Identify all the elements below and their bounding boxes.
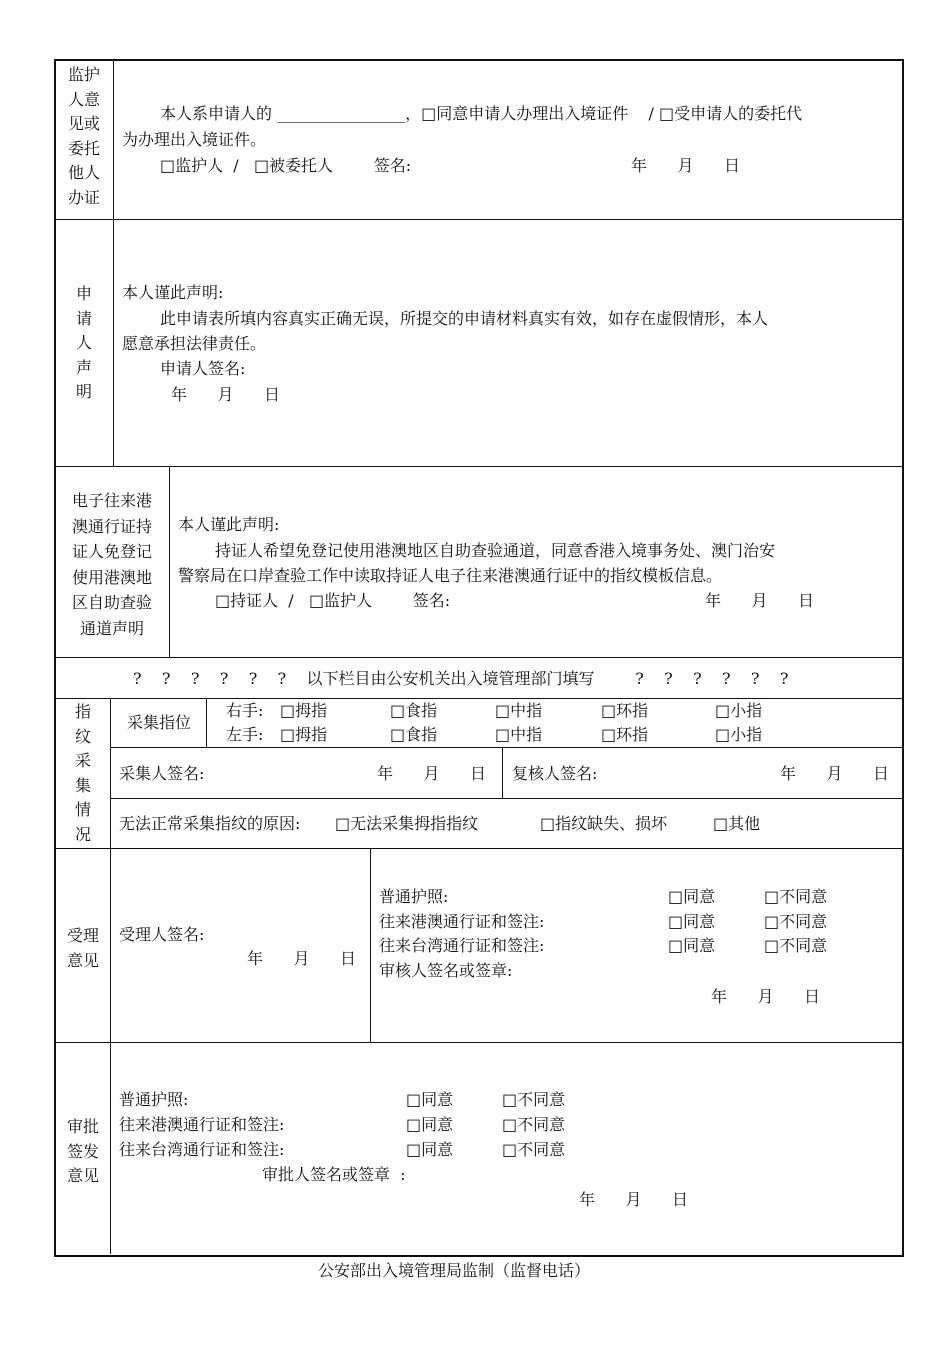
guardian-statement-line2: 为办理出入境证件。 — [122, 130, 267, 149]
row-divider — [55, 848, 902, 849]
applicant-decl-label: 申 请 人 声 明 — [75, 284, 92, 401]
right-thumb-checkbox[interactable]: □拇指 — [280, 701, 328, 720]
reviewer-date: 年 月 日 — [780, 764, 890, 783]
col-divider — [113, 60, 114, 467]
approve-taiwan-label: 往来台湾通行证和签注: — [119, 1140, 285, 1159]
applicant-decl-body2: 愿意承担法律责任。 — [122, 334, 267, 353]
official-section-header: ? ? ? ? ? ? 以下栏目由公安机关出入境管理部门填写 ? ? ? ? ? ? — [133, 669, 789, 688]
col-divider — [169, 467, 170, 658]
approve-taiwan-agree[interactable]: □同意 — [406, 1140, 454, 1159]
approve-hkmo-label: 往来港澳通行证和签注: — [119, 1115, 285, 1134]
right-middle-checkbox[interactable]: □中指 — [495, 701, 543, 720]
accept-taiwan-agree[interactable]: □同意 — [668, 936, 716, 955]
approve-passport-agree[interactable]: □同意 — [406, 1090, 454, 1109]
row-divider — [110, 798, 902, 799]
approval-label: 审批 签发 意见 — [66, 1117, 99, 1185]
epermit-decl-body1: 持证人希望免登记使用港澳地区自助查验通道，同意香港入境事务处、澳门治安 — [215, 541, 776, 560]
row-divider — [55, 1042, 902, 1043]
col-divider — [370, 849, 371, 1043]
left-middle-checkbox[interactable]: □中指 — [495, 725, 543, 744]
fingerprint-label: 指 纹 采 集 情 况 — [74, 702, 91, 844]
guardian-label: 监护 人意 见或 委托 他人 办证 — [67, 65, 100, 207]
collect-position-label: 采集指位 — [127, 713, 192, 732]
collector-date: 年 月 日 — [377, 764, 487, 783]
left-thumb-checkbox[interactable]: □拇指 — [280, 725, 328, 744]
row-divider — [55, 657, 902, 658]
applicant-signature: 申请人签名: — [160, 359, 246, 378]
right-little-checkbox[interactable]: □小指 — [715, 701, 763, 720]
accept-hkmo-label: 往来港澳通行证和签注: — [379, 912, 545, 931]
acceptance-review-date: 年 月 日 — [711, 987, 821, 1006]
accept-passport-label: 普通护照: — [379, 887, 449, 906]
left-index-checkbox[interactable]: □食指 — [390, 725, 438, 744]
form-outer-border — [54, 59, 904, 1257]
row-divider — [55, 698, 902, 699]
reason-thumb-checkbox[interactable]: □无法采集拇指指纹 — [335, 814, 479, 833]
right-index-checkbox[interactable]: □食指 — [390, 701, 438, 720]
accept-taiwan-disagree[interactable]: □不同意 — [764, 936, 828, 955]
applicant-decl-intro: 本人谨此声明: — [122, 283, 224, 302]
collector-signature: 采集人签名: — [119, 764, 205, 783]
approval-date: 年 月 日 — [579, 1190, 689, 1209]
accept-passport-agree[interactable]: □同意 — [668, 887, 716, 906]
failure-reason-label: 无法正常采集指纹的原因: — [119, 814, 301, 833]
approve-hkmo-disagree[interactable]: □不同意 — [502, 1115, 566, 1134]
approve-taiwan-disagree[interactable]: □不同意 — [502, 1140, 566, 1159]
epermit-decl-body2: 警察局在口岸查验工作中读取持证人电子往来港澳通行证中的指纹模板信息。 — [178, 566, 723, 585]
acceptance-label: 受理 意见 — [66, 926, 99, 970]
footer-supervision-note: 公安部出入境管理局监制（监督电话） — [318, 1261, 591, 1280]
col-divider — [110, 698, 111, 1254]
row-divider — [55, 219, 902, 220]
acceptor-date: 年 月 日 — [247, 949, 357, 968]
applicant-decl-body1: 此申请表所填内容真实正确无误，所提交的申请材料真实有效，如存在虚假情形，本人 — [160, 309, 769, 328]
approve-passport-disagree[interactable]: □不同意 — [502, 1090, 566, 1109]
guardian-sign-line: □监护人 / □被委托人 签名: — [160, 156, 412, 175]
accept-passport-disagree[interactable]: □不同意 — [764, 887, 828, 906]
row-divider — [55, 466, 902, 467]
accept-taiwan-label: 往来台湾通行证和签注: — [379, 936, 545, 955]
epermit-sign-line: □持证人 / □监护人 签名: — [215, 591, 451, 610]
left-little-checkbox[interactable]: □小指 — [715, 725, 763, 744]
accept-hkmo-disagree[interactable]: □不同意 — [764, 912, 828, 931]
reviewer-signature: 复核人签名: — [512, 764, 598, 783]
guardian-date: 年 月 日 — [631, 156, 741, 175]
acceptor-signature: 受理人签名: — [119, 925, 205, 944]
approve-hkmo-agree[interactable]: □同意 — [406, 1115, 454, 1134]
approver-signature: 审批人签名或签章 : — [262, 1165, 406, 1184]
epermit-date: 年 月 日 — [705, 591, 815, 610]
col-divider — [206, 698, 207, 748]
accept-hkmo-agree[interactable]: □同意 — [668, 912, 716, 931]
left-hand-label: 左手: — [226, 725, 264, 744]
right-ring-checkbox[interactable]: □环指 — [601, 701, 649, 720]
applicant-date: 年 月 日 — [171, 385, 281, 404]
approve-passport-label: 普通护照: — [119, 1090, 189, 1109]
reason-other-checkbox[interactable]: □其他 — [713, 814, 761, 833]
left-ring-checkbox[interactable]: □环指 — [601, 725, 649, 744]
right-hand-label: 右手: — [226, 701, 264, 720]
acceptance-reviewer-signature: 审核人签名或签章: — [379, 961, 513, 980]
epermit-decl-intro: 本人谨此声明: — [178, 515, 280, 534]
col-divider — [502, 748, 503, 799]
reason-missing-checkbox[interactable]: □指纹缺失、损坏 — [540, 814, 668, 833]
epermit-decl-label: 电子往来港 澳通行证持 证人免登记 使用港澳地 区自助查验 通道声明 — [71, 491, 152, 638]
row-divider — [110, 747, 902, 748]
guardian-statement-line1: 本人系申请人的 ________________，□同意申请人办理出入境证件 / □受申请人的委托代 — [160, 104, 803, 123]
